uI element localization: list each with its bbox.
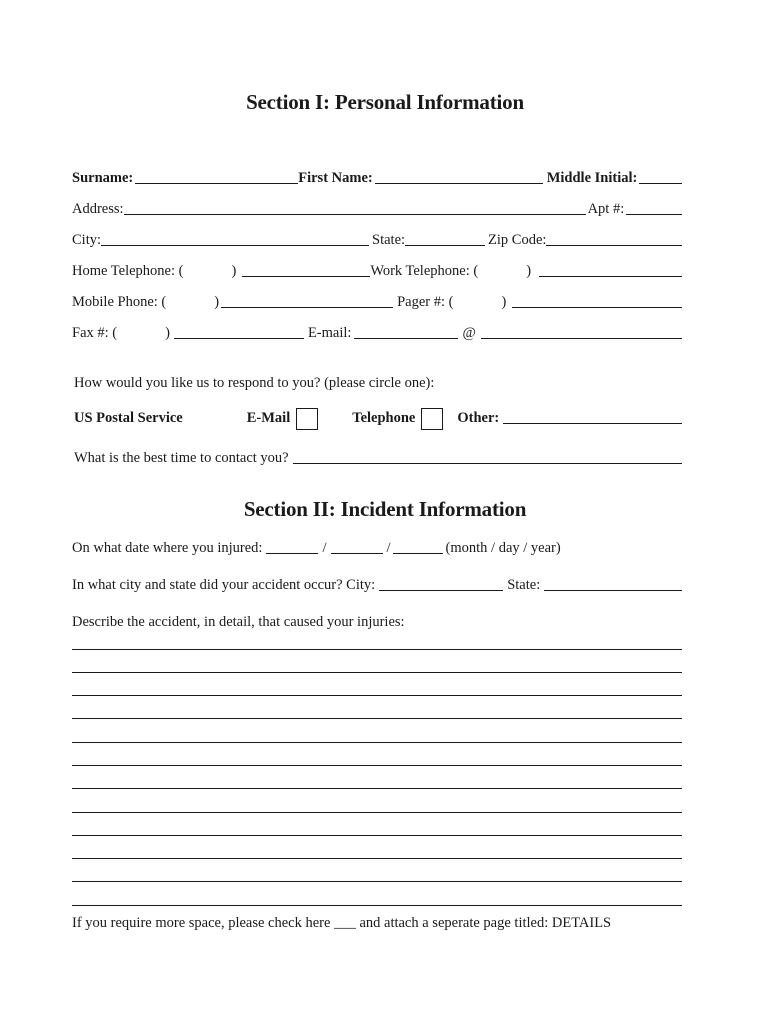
respond-question: How would you like us to respond to you? (please circle one): <box>74 375 435 391</box>
home-telephone-field[interactable] <box>242 263 370 277</box>
date-slash-2: / <box>386 540 391 556</box>
fax-paren: ) <box>165 325 170 341</box>
more-space-row <box>72 911 682 931</box>
apt-field[interactable] <box>626 201 682 215</box>
city-row <box>72 228 682 248</box>
description-line[interactable] <box>72 718 682 719</box>
first-name-field[interactable] <box>375 170 543 184</box>
description-line[interactable] <box>72 905 682 906</box>
injury-month-field[interactable] <box>266 540 318 554</box>
description-line[interactable] <box>72 765 682 766</box>
mobile-phone-paren: ) <box>214 294 220 310</box>
fax-row <box>72 321 682 341</box>
accident-state-label: State: <box>507 577 541 593</box>
option-other[interactable]: Other: <box>457 410 500 426</box>
apt-label: Apt #: <box>587 201 625 217</box>
work-telephone-field[interactable] <box>539 263 682 277</box>
injury-year-field[interactable] <box>393 540 443 554</box>
section-2-title: Section II: Incident Information <box>243 497 527 521</box>
middle-initial-field[interactable] <box>639 170 682 184</box>
surname-field[interactable] <box>135 170 298 184</box>
address-label: Address: <box>72 201 124 217</box>
first-name-label: First Name: <box>298 170 373 186</box>
accident-city-label: In what city and state did your accident occur? City: <box>72 577 376 593</box>
option-telephone[interactable]: Telephone <box>352 410 416 426</box>
city-field[interactable] <box>101 232 369 246</box>
address-row <box>72 197 682 217</box>
state-field[interactable] <box>405 232 485 246</box>
mobile-row <box>72 290 682 310</box>
injury-date-row <box>72 536 682 556</box>
date-slash-1: / <box>322 540 327 556</box>
description-line[interactable] <box>72 695 682 696</box>
email-checkbox[interactable] <box>296 408 318 430</box>
description-line[interactable] <box>72 788 682 789</box>
home-telephone-paren: ) <box>231 263 237 279</box>
accident-state-field[interactable] <box>544 577 682 591</box>
best-time-label: What is the best time to contact you? <box>74 450 289 466</box>
state-label: State: <box>372 232 406 248</box>
best-time-field[interactable] <box>293 450 682 464</box>
pager-field[interactable] <box>512 294 682 308</box>
other-field[interactable] <box>503 410 682 424</box>
middle-initial-label: Middle Initial: <box>546 170 638 186</box>
at-sign: @ <box>462 325 476 341</box>
zip-label: Zip Code: <box>488 232 547 248</box>
work-telephone-label: Work Telephone: ( <box>370 263 479 279</box>
describe-row <box>72 610 682 630</box>
best-time-row <box>74 446 682 466</box>
description-line[interactable] <box>72 742 682 743</box>
injury-date-label: On what date where you injured: <box>72 540 263 556</box>
fax-label: Fax #: ( <box>72 325 118 341</box>
description-line[interactable] <box>72 835 682 836</box>
respond-options-row <box>74 406 682 430</box>
description-line[interactable] <box>72 672 682 673</box>
date-format-hint: (month / day / year) <box>445 540 561 556</box>
description-line[interactable] <box>72 649 682 650</box>
name-row <box>72 166 682 186</box>
work-telephone-paren: ) <box>526 263 532 279</box>
more-space-note: If you require more space, please check here ___ and attach a seperate page titled: DETAILS <box>72 915 612 931</box>
description-line[interactable] <box>72 812 682 813</box>
pager-paren: ) <box>501 294 507 310</box>
section-1-title: Section I: Personal Information <box>246 90 524 114</box>
email-label: E-mail: <box>307 325 352 341</box>
email-domain-field[interactable] <box>481 325 682 339</box>
option-us-postal-service[interactable]: US Postal Service <box>74 410 183 426</box>
describe-accident-label: Describe the accident, in detail, that caused your injuries: <box>72 614 405 630</box>
option-email[interactable]: E-Mail <box>246 410 291 426</box>
telephone-row <box>72 259 682 279</box>
surname-label: Surname: <box>72 170 134 186</box>
description-line[interactable] <box>72 858 682 859</box>
fax-field[interactable] <box>174 325 304 339</box>
respond-question-row <box>74 371 684 391</box>
address-field[interactable] <box>124 201 586 215</box>
pager-label: Pager #: ( <box>397 294 454 310</box>
mobile-phone-label: Mobile Phone: ( <box>72 294 167 310</box>
mobile-phone-field[interactable] <box>221 294 393 308</box>
injury-day-field[interactable] <box>331 540 383 554</box>
accident-location-row <box>72 573 682 593</box>
telephone-checkbox[interactable] <box>421 408 443 430</box>
description-line[interactable] <box>72 881 682 882</box>
email-user-field[interactable] <box>354 325 458 339</box>
city-label: City: <box>72 232 102 248</box>
accident-city-field[interactable] <box>379 577 503 591</box>
home-telephone-label: Home Telephone: ( <box>72 263 184 279</box>
zip-field[interactable] <box>546 232 682 246</box>
